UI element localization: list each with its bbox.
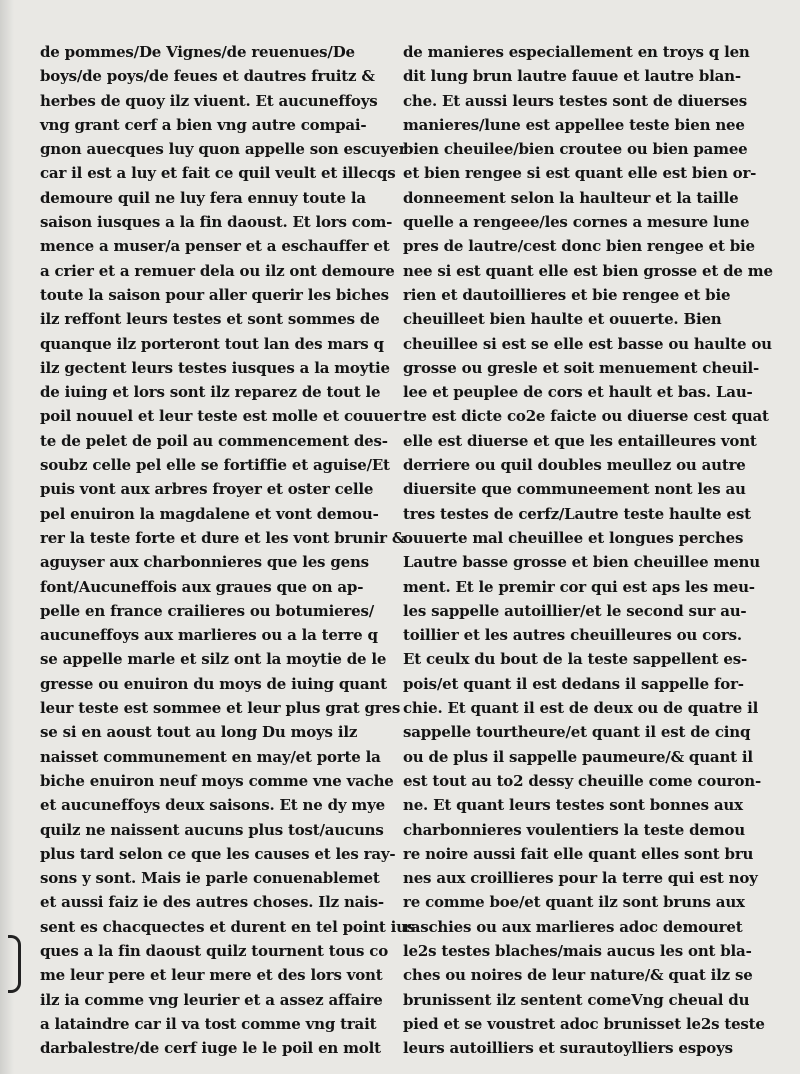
text-line: Et ceulx du bout de la teste sappellent es- xyxy=(403,650,747,669)
text-line: pres de lautre/cest donc bien rengee et bie xyxy=(403,237,755,256)
text-line: nee si est quant elle est bien grosse et de me xyxy=(403,261,773,280)
text-line: charbonnieres voulentiers la teste demou xyxy=(403,820,745,839)
text-line: de pommes/De Vignes/de reuenues/De xyxy=(40,43,355,61)
text-line: chie. Et quant il est de deux ou de quatre il xyxy=(403,699,759,718)
text-line: dit lung brun lautre fauue et lautre blan- xyxy=(403,67,741,86)
text-line: naisset communement en may/et porte la xyxy=(40,747,381,766)
text-line: et aussi faiz ie des autres choses. Ilz nais- xyxy=(40,893,384,912)
text-line: boys/de poys/de feues et dautres fruitz & xyxy=(40,67,375,86)
text-line: se si en aoust tout au long Du moys ilz xyxy=(40,723,358,742)
text-line: Lautre basse grosse et bien cheuillee menu xyxy=(403,553,760,572)
text-line: ilz gectent leurs testes iusques a la moytie xyxy=(40,358,390,377)
text-line: plus tard selon ce que les causes et les ray- xyxy=(40,844,396,863)
text-line: donneement selon la haulteur et la taille xyxy=(403,188,739,207)
text-line: saison iusques a la fin daoust. Et lors com- xyxy=(40,213,393,232)
margin-bracket-mark xyxy=(8,935,21,993)
text-line: toillier et les autres cheuilleures ou cors. xyxy=(403,626,742,645)
text-line: ques a la fin daoust quilz tournent tous co xyxy=(40,941,389,960)
text-line: demoure quil ne luy fera ennuy toute la xyxy=(40,188,366,207)
text-line: tres testes de cerfz/Lautre teste haulte est xyxy=(403,504,751,523)
text-line: quilz ne naissent aucuns plus tost/aucuns xyxy=(40,820,384,839)
text-line: rer la teste forte et dure et les vont brunir & xyxy=(40,528,406,547)
text-line: ou de plus il sappelle paumeure/& quant il xyxy=(403,747,753,766)
text-line: pied et se voustret adoc brunisset le2s teste xyxy=(403,1014,765,1033)
text-line: se appelle marle et silz ont la moytie de le xyxy=(40,650,387,669)
text-line: cheuilleet bien haulte et ouuerte. Bien xyxy=(403,310,722,329)
text-line: pel enuiron la magdalene et vont demou- xyxy=(40,504,379,523)
text-line: gnon auecques luy quon appelle son escuyer xyxy=(40,140,407,159)
text-line: a crier et a remuer dela ou ilz ont demoure xyxy=(40,261,395,280)
text-line: darbalestre/de cerf iuge le le poil en molt xyxy=(40,1039,381,1058)
text-line: vng grant cerf a bien vng autre compai- xyxy=(40,115,367,134)
text-line: diuersite que communeement nont les au xyxy=(403,480,746,499)
text-line: bien cheuilee/bien croutee ou bien pamee xyxy=(403,140,748,159)
text-line: mence a muser/a penser et a eschauffer et xyxy=(40,237,390,256)
text-line: tre est dicte co2e faicte ou diuerse cest quat xyxy=(403,407,769,426)
text-line: ches ou noires de leur nature/& quat ilz se xyxy=(403,966,753,985)
text-line: raschies ou aux marlieres adoc demouret xyxy=(403,917,743,936)
text-line: re noire aussi fait elle quant elles sont bru xyxy=(403,844,754,863)
text-line: ilz reffont leurs testes et sont sommes de xyxy=(40,310,380,329)
text-line: sappelle tourtheure/et quant il est de cinq xyxy=(403,723,751,742)
text-line: aucuneffoys aux marlieres ou a la terre q xyxy=(40,626,378,645)
text-line: puis vont aux arbres froyer et oster celle xyxy=(40,480,374,499)
text-line: brunissent ilz sentent comeVng cheual du xyxy=(403,990,750,1009)
text-line: grosse ou gresle et soit menuement cheuil- xyxy=(403,358,759,377)
text-line: soubz celle pel elle se fortiffie et aguise/Et xyxy=(40,456,390,475)
text-line: a lataindre car il va tost comme vng trait xyxy=(40,1014,377,1033)
text-line: et bien rengee si est quant elle est bien or- xyxy=(403,164,757,183)
text-line: elle est diuerse et que les entailleures vont xyxy=(403,431,757,450)
text-line: car il est a luy et fait ce quil veult et illecqs xyxy=(40,164,396,183)
left-text-column xyxy=(40,40,416,1060)
text-line: ment. Et le premir cor qui est aps les meu- xyxy=(403,577,755,596)
text-line: te de pelet de poil au commencement des- xyxy=(40,431,388,450)
text-line: derriere ou quil doubles meullez ou autre xyxy=(403,456,746,475)
text-line: gresse ou enuiron du moys de iuing quant xyxy=(40,674,387,693)
text-line: me leur pere et leur mere et des lors vont xyxy=(40,966,383,985)
text-line: lee et peuplee de cors et hault et bas. Lau- xyxy=(403,383,753,402)
text-line: herbes de quoy ilz viuent. Et aucuneffoys xyxy=(40,91,378,110)
text-line: sons y sont. Mais ie parle conuenablemet xyxy=(40,869,380,888)
text-line: toute la saison pour aller querir les biches xyxy=(40,285,389,304)
text-line: le2s testes blaches/mais aucus les ont bla- xyxy=(403,941,752,960)
binding-gutter xyxy=(0,0,14,1074)
text-line: pois/et quant il est dedans il sappelle for- xyxy=(403,674,744,693)
text-line: ouuerte mal cheuillee et longues perches xyxy=(403,528,744,547)
text-line: de iuing et lors sont ilz reparez de tout le xyxy=(40,383,381,402)
text-line: rien et dautoillieres et bie rengee et bie xyxy=(403,285,731,304)
text-line: quelle a rengeee/les cornes a mesure lune xyxy=(403,213,750,232)
text-line: biche enuiron neuf moys comme vne vache xyxy=(40,771,394,790)
text-line: et aucuneffoys deux saisons. Et ne dy mye xyxy=(40,796,385,815)
text-line: re comme boe/et quant ilz sont bruns aux xyxy=(403,893,745,912)
right-text-column xyxy=(403,40,773,1060)
text-line: sent es chacquectes et durent en tel point ius xyxy=(40,917,416,936)
text-line: quanque ilz porteront tout lan des mars q xyxy=(40,334,384,353)
text-line: font/Aucuneffois aux graues que on ap- xyxy=(40,577,364,596)
text-line: les sappelle autoillier/et le second sur au- xyxy=(403,601,747,620)
text-line: ilz ia comme vng leurier et a assez affaire xyxy=(40,990,383,1009)
text-line: nes aux croillieres pour la terre qui est noy xyxy=(403,869,758,888)
text-line: leurs autoilliers et surautoylliers espoys xyxy=(403,1039,733,1058)
text-line: che. Et aussi leurs testes sont de diuerses xyxy=(403,91,747,110)
text-line: cheuillee si est se elle est basse ou haulte ou xyxy=(403,334,772,353)
text-line: de manieres especiallement en troys q len xyxy=(403,43,750,61)
text-line: est tout au to2 dessy cheuille come couron- xyxy=(403,771,762,790)
text-line: poil nouuel et leur teste est molle et couuer xyxy=(40,407,402,426)
text-line: leur teste est sommee et leur plus grat gres xyxy=(40,699,401,718)
text-line: aguyser aux charbonnieres que les gens xyxy=(40,553,369,572)
text-line: manieres/lune est appellee teste bien nee xyxy=(403,115,745,134)
text-line: pelle en france crailieres ou botumieres/ xyxy=(40,601,374,620)
text-line: ne. Et quant leurs testes sont bonnes aux xyxy=(403,796,743,815)
